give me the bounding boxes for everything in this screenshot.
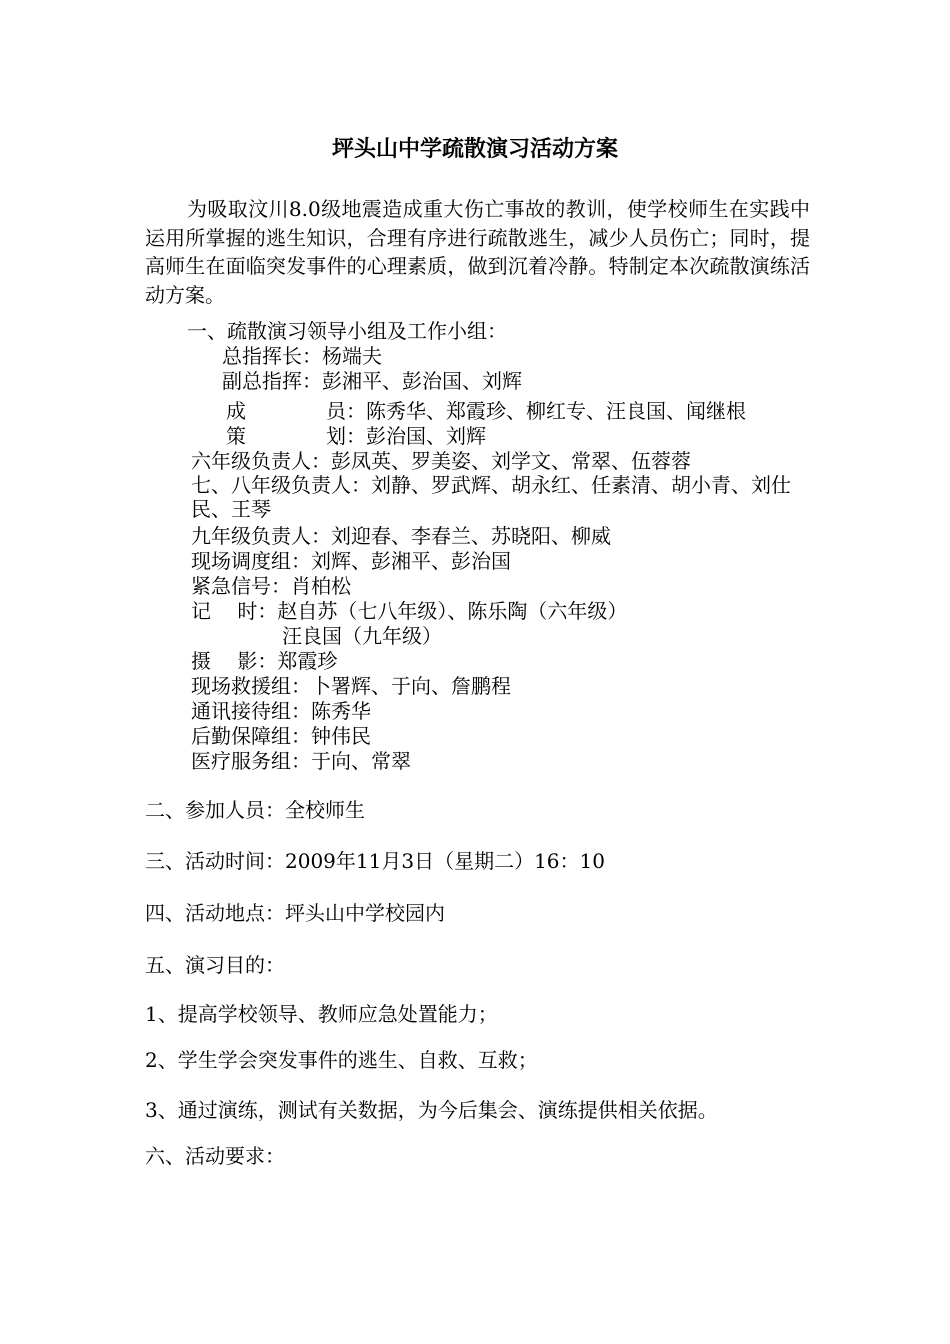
photo-line: 摄 影：郑霞珍 bbox=[191, 649, 338, 673]
document-title: 坪头山中学疏散演习活动方案 bbox=[331, 136, 618, 162]
section4-location: 四、活动地点：坪头山中学校园内 bbox=[145, 901, 445, 925]
goal-item-1: 1、提高学校领导、教师应急处置能力； bbox=[145, 1002, 498, 1026]
section5-heading: 五、演习目的： bbox=[145, 953, 285, 977]
dispatch-line: 现场调度组：刘辉、彭湘平、彭治国 bbox=[191, 549, 511, 573]
signal-line: 紧急信号：肖柏松 bbox=[191, 574, 351, 598]
reception-line: 通讯接待组：陈秀华 bbox=[191, 699, 371, 723]
members-line: 成 员：陈秀华、郑霞珍、柳红专、汪良国、闻继根 bbox=[226, 399, 746, 423]
logistics-line: 后勤保障组：钟伟民 bbox=[191, 724, 371, 748]
intro-paragraph: 为吸取汶川8.0级地震造成重大伤亡事故的教训，使学校师生在实践中运用所掌握的逃生知识，合理有序进行疏散逃生，减少人员伤亡；同时，提高师生在面临突发事件的心理素质，做到沉着冷静。特制定本次疏散演练活动方案。 bbox=[145, 197, 810, 307]
grade6-line: 六年级负责人：彭凤英、罗美姿、刘学文、常翠、伍蓉蓉 bbox=[191, 449, 691, 473]
section3-time: 三、活动时间：2009年11月3日（星期二）16：10 bbox=[145, 849, 605, 873]
goal-item-3: 3、通过演练，测试有关数据，为今后集会、演练提供相关依据。 bbox=[145, 1098, 718, 1122]
section1-heading: 一、疏散演习领导小组及工作小组： bbox=[187, 319, 507, 343]
grade78-line: 七、八年级负责人：刘静、罗武辉、胡永红、任素清、胡小青、刘仕民、王琴 bbox=[191, 473, 791, 521]
goal-item-2: 2、学生学会突发事件的逃生、自救、互救； bbox=[145, 1048, 538, 1072]
medical-line: 医疗服务组：于向、常翠 bbox=[191, 749, 411, 773]
section2-participants: 二、参加人员：全校师生 bbox=[145, 798, 365, 822]
section6-heading: 六、活动要求： bbox=[145, 1144, 285, 1168]
grade9-line: 九年级负责人：刘迎春、李春兰、苏晓阳、柳威 bbox=[191, 524, 611, 548]
planning-line: 策 划：彭治国、刘辉 bbox=[226, 424, 486, 448]
commander-line: 总指挥长：杨端夫 bbox=[222, 344, 382, 368]
timing-line-2: 汪良国（九年级） bbox=[282, 624, 442, 648]
timing-line: 记 时：赵自苏（七八年级）、陈乐陶（六年级） bbox=[191, 599, 628, 623]
vice-commander-line: 副总指挥：彭湘平、彭治国、刘辉 bbox=[222, 369, 522, 393]
rescue-line: 现场救援组：卜署辉、于向、詹鹏程 bbox=[191, 674, 511, 698]
